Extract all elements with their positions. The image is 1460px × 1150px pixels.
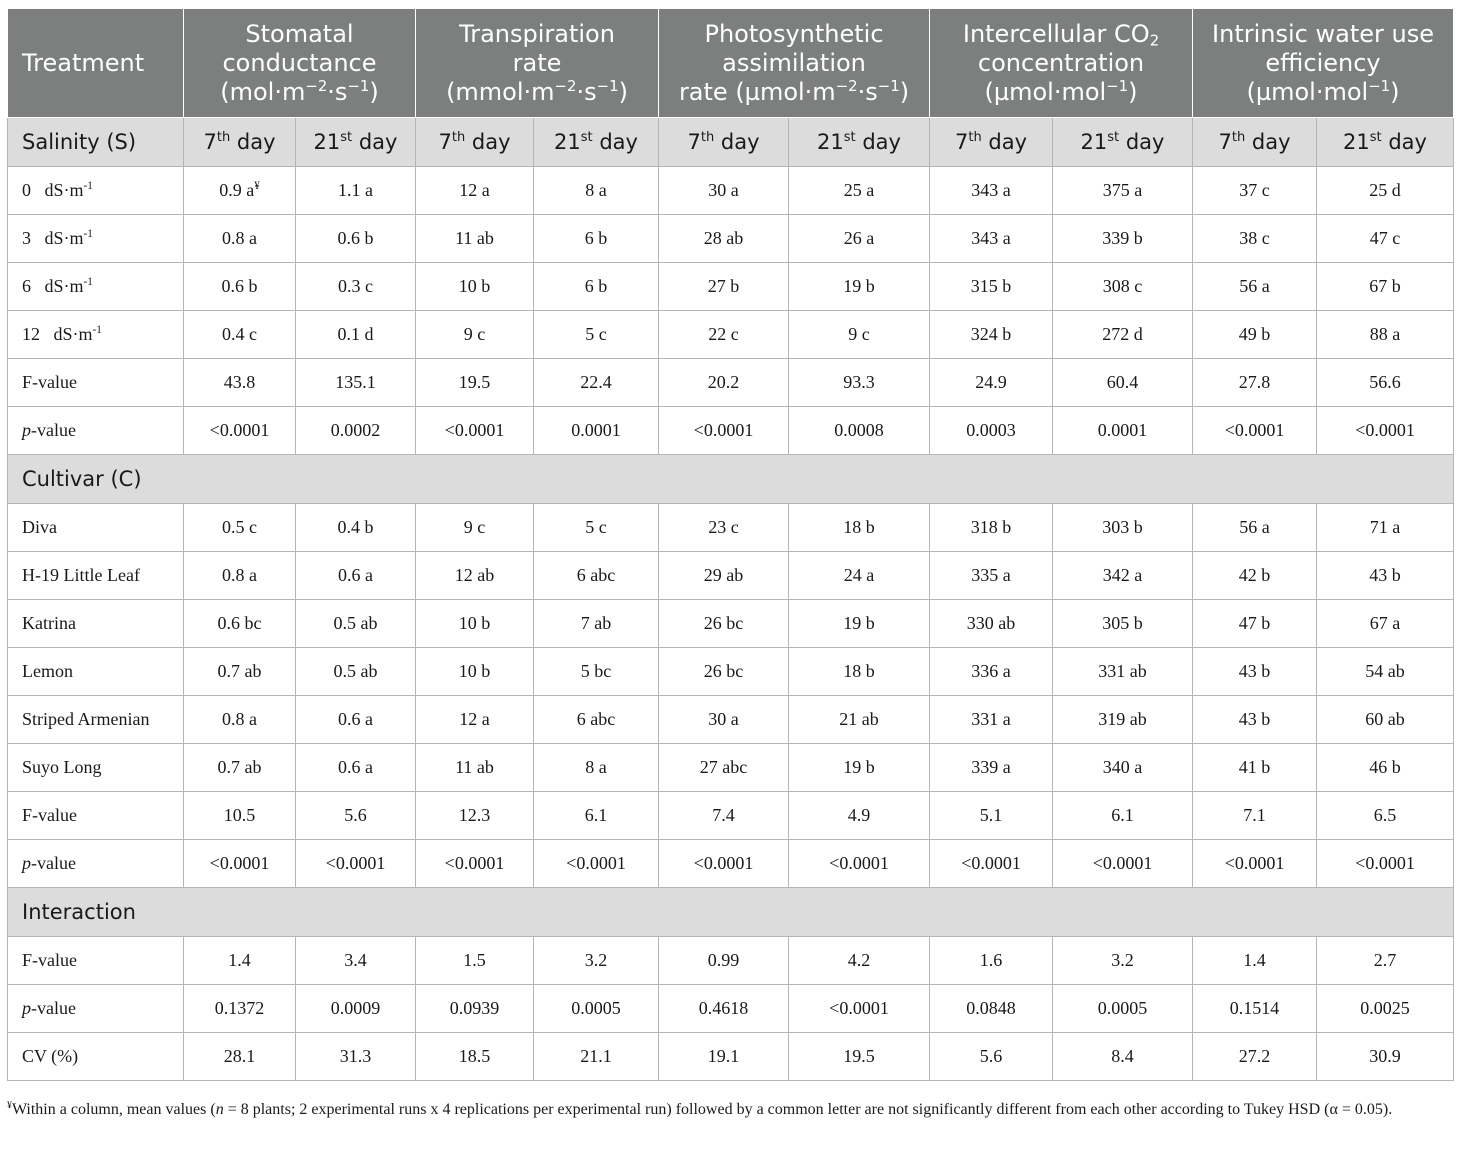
value-cell: 6 b <box>534 263 659 311</box>
value-cell: 56 a <box>1193 263 1317 311</box>
value-cell: 0.6 a <box>296 552 416 600</box>
value-cell: 31.3 <box>296 1033 416 1081</box>
value-cell: 0.7 ab <box>184 648 296 696</box>
value-cell: 8 a <box>534 744 659 792</box>
salinity-row <box>8 215 1454 263</box>
salinity-row <box>8 263 1454 311</box>
interaction-f-value-row <box>8 937 1454 985</box>
salinity-section-title: Salinity (S) <box>8 118 184 167</box>
value-cell: 43 b <box>1193 648 1317 696</box>
value-cell: 21.1 <box>534 1033 659 1081</box>
value-cell: <0.0001 <box>1193 840 1317 888</box>
value-cell: 43.8 <box>184 359 296 407</box>
cultivar-row <box>8 504 1454 552</box>
value-cell: 25 d <box>1317 167 1454 215</box>
value-cell: 0.6 b <box>296 215 416 263</box>
table-body <box>8 118 1454 1081</box>
row-label: H-19 Little Leaf <box>8 552 184 600</box>
value-cell: 8.4 <box>1053 1033 1193 1081</box>
value-cell: 0.6 b <box>184 263 296 311</box>
value-cell: 4.2 <box>789 937 930 985</box>
value-cell: 7 ab <box>534 600 659 648</box>
cultivar-section-title: Cultivar (C) <box>8 455 1454 504</box>
value-cell: 6.1 <box>534 792 659 840</box>
day-21-header: 21st day <box>789 118 930 167</box>
value-cell: <0.0001 <box>789 840 930 888</box>
value-cell: 315 b <box>930 263 1053 311</box>
value-cell: 28.1 <box>184 1033 296 1081</box>
value-cell: 335 a <box>930 552 1053 600</box>
header-stomatal-conductance <box>184 9 416 118</box>
value-cell: 0.4 b <box>296 504 416 552</box>
value-cell: 3.2 <box>534 937 659 985</box>
value-cell: 5 c <box>534 504 659 552</box>
salinity-f-value-row <box>8 359 1454 407</box>
value-cell: <0.0001 <box>416 407 534 455</box>
value-cell: 67 a <box>1317 600 1454 648</box>
interaction-section-title: Interaction <box>8 888 1454 937</box>
value-cell: 1.4 <box>184 937 296 985</box>
value-cell: 0.99 <box>659 937 789 985</box>
value-cell: 22.4 <box>534 359 659 407</box>
value-cell: 7.1 <box>1193 792 1317 840</box>
row-label: 0 $dS\cdot m^{-1}$ <box>8 167 184 215</box>
value-cell: 56 a <box>1193 504 1317 552</box>
cultivar-row <box>8 600 1454 648</box>
value-cell: <0.0001 <box>184 840 296 888</box>
value-cell: 3.4 <box>296 937 416 985</box>
value-cell: 67 b <box>1317 263 1454 311</box>
header-row <box>8 9 1454 118</box>
salinity-row <box>8 311 1454 359</box>
header-intercellular-l2: concentration <box>977 48 1145 77</box>
day-21-header: 21st day <box>534 118 659 167</box>
value-cell: 1.5 <box>416 937 534 985</box>
value-cell: 38 c <box>1193 215 1317 263</box>
header-water-use-efficiency <box>1193 9 1454 118</box>
value-cell: 30.9 <box>1317 1033 1454 1081</box>
value-cell: 10 b <box>416 648 534 696</box>
row-label: p-value <box>8 985 184 1033</box>
salinity-p-value-row <box>8 407 1454 455</box>
value-cell: 0.8 a <box>184 215 296 263</box>
header-stomatal-l2: conductance <box>222 48 377 77</box>
value-cell: 331 ab <box>1053 648 1193 696</box>
value-cell: <0.0001 <box>659 840 789 888</box>
value-cell: 47 c <box>1317 215 1454 263</box>
value-cell: 18 b <box>789 648 930 696</box>
value-cell: 0.1 d <box>296 311 416 359</box>
row-label: Striped Armenian <box>8 696 184 744</box>
value-cell: 3.2 <box>1053 937 1193 985</box>
value-cell: <0.0001 <box>416 840 534 888</box>
value-cell: 0.6 a <box>296 696 416 744</box>
cultivar-row <box>8 744 1454 792</box>
value-cell: 6 abc <box>534 696 659 744</box>
cultivar-f-value-row <box>8 792 1454 840</box>
header-intercellular-unit: (µmol·mol$^{-1}$) <box>984 76 1138 106</box>
row-label: Diva <box>8 504 184 552</box>
value-cell: 43 b <box>1317 552 1454 600</box>
salinity-header-row <box>8 118 1454 167</box>
day-21-header: 21st day <box>1053 118 1193 167</box>
value-cell: 19 b <box>789 744 930 792</box>
value-cell: 6.5 <box>1317 792 1454 840</box>
day-7-header: 7th day <box>659 118 789 167</box>
value-cell: 0.0848 <box>930 985 1053 1033</box>
value-cell: 10.5 <box>184 792 296 840</box>
value-cell: 27 abc <box>659 744 789 792</box>
value-cell: 60.4 <box>1053 359 1193 407</box>
value-cell: 0.0009 <box>296 985 416 1033</box>
value-cell: 47 b <box>1193 600 1317 648</box>
header-wue-unit: (µmol·mol$^{-1}$) <box>1246 76 1400 106</box>
value-cell: 1.4 <box>1193 937 1317 985</box>
value-cell: 19 b <box>789 263 930 311</box>
value-cell: 10 b <box>416 600 534 648</box>
row-label: 3 $dS\cdot m^{-1}$ <box>8 215 184 263</box>
row-label: Katrina <box>8 600 184 648</box>
value-cell: <0.0001 <box>789 985 930 1033</box>
value-cell: 23 c <box>659 504 789 552</box>
value-cell: 0.6 bc <box>184 600 296 648</box>
value-cell: 5.6 <box>930 1033 1053 1081</box>
interaction-section-row <box>8 888 1454 937</box>
cultivar-row <box>8 552 1454 600</box>
results-table-container <box>7 8 1453 1081</box>
value-cell: 0.7 ab <box>184 744 296 792</box>
value-cell: 0.6 a <box>296 744 416 792</box>
value-cell: 9 c <box>789 311 930 359</box>
day-7-header: 7th day <box>416 118 534 167</box>
value-cell: 0.9 a¥ <box>184 167 296 215</box>
value-cell: 0.8 a <box>184 552 296 600</box>
value-cell: 12 a <box>416 696 534 744</box>
value-cell: <0.0001 <box>1193 407 1317 455</box>
header-photosynthetic-unit: rate $(\mu mol\cdot m^{-2}\cdot s^{-1})$ <box>678 76 910 106</box>
value-cell: 0.0008 <box>789 407 930 455</box>
value-cell: 0.0005 <box>534 985 659 1033</box>
value-cell: 343 a <box>930 215 1053 263</box>
header-treatment: Treatment <box>8 9 184 118</box>
value-cell: <0.0001 <box>296 840 416 888</box>
value-cell: 0.4618 <box>659 985 789 1033</box>
cultivar-row <box>8 648 1454 696</box>
header-intercellular-l1: Intercellular $CO_2$ <box>962 19 1160 50</box>
value-cell: 0.1372 <box>184 985 296 1033</box>
value-cell: 0.0001 <box>1053 407 1193 455</box>
value-cell: 5.6 <box>296 792 416 840</box>
value-cell: 0.5 c <box>184 504 296 552</box>
value-cell: 27 b <box>659 263 789 311</box>
value-cell: <0.0001 <box>1053 840 1193 888</box>
value-cell: 336 a <box>930 648 1053 696</box>
value-cell: 0.0002 <box>296 407 416 455</box>
value-cell: 308 c <box>1053 263 1193 311</box>
header-wue-l1: Intrinsic water use <box>1212 19 1434 48</box>
value-cell: 0.5 ab <box>296 648 416 696</box>
header-transpiration-l1: Transpiration <box>459 19 615 48</box>
value-cell: 93.3 <box>789 359 930 407</box>
value-cell: 0.3 c <box>296 263 416 311</box>
header-wue-l2: efficiency <box>1265 48 1381 77</box>
header-transpiration-rate <box>416 9 659 118</box>
value-cell: 18.5 <box>416 1033 534 1081</box>
value-cell: <0.0001 <box>1317 407 1454 455</box>
value-cell: 1.1 a <box>296 167 416 215</box>
value-cell: 318 b <box>930 504 1053 552</box>
value-cell: 303 b <box>1053 504 1193 552</box>
value-cell: 5.1 <box>930 792 1053 840</box>
value-cell: 42 b <box>1193 552 1317 600</box>
value-cell: 54 ab <box>1317 648 1454 696</box>
results-table <box>7 8 1454 1081</box>
row-label: 6 $dS\cdot m^{-1}$ <box>8 263 184 311</box>
header-transpiration-unit: $(mmol\cdot m^{-2}\cdot s^{-1})$ <box>446 76 628 106</box>
value-cell: 375 a <box>1053 167 1193 215</box>
day-7-header: 7th day <box>184 118 296 167</box>
value-cell: 4.9 <box>789 792 930 840</box>
value-cell: 331 a <box>930 696 1053 744</box>
value-cell: 2.7 <box>1317 937 1454 985</box>
value-cell: 12.3 <box>416 792 534 840</box>
value-cell: 18 b <box>789 504 930 552</box>
value-cell: 19.5 <box>789 1033 930 1081</box>
row-label: p-value <box>8 407 184 455</box>
value-cell: 30 a <box>659 167 789 215</box>
value-cell: 0.0001 <box>534 407 659 455</box>
value-cell: 46 b <box>1317 744 1454 792</box>
value-cell: 60 ab <box>1317 696 1454 744</box>
value-cell: 6.1 <box>1053 792 1193 840</box>
value-cell: 9 c <box>416 311 534 359</box>
value-cell: 49 b <box>1193 311 1317 359</box>
table-footnote: ¥Within a column, mean values (n = 8 plants; 2 experimental runs x 4 replications per experimental run) followed by a common letter are not significantly different from each other according to Tukey HSD (α = 0.05). <box>7 1099 1393 1118</box>
row-label: F-value <box>8 792 184 840</box>
value-cell: 305 b <box>1053 600 1193 648</box>
value-cell: 26 bc <box>659 600 789 648</box>
value-cell: 0.0025 <box>1317 985 1454 1033</box>
interaction-p-value-row <box>8 985 1454 1033</box>
row-label: p-value <box>8 840 184 888</box>
value-cell: 0.4 c <box>184 311 296 359</box>
value-cell: 43 b <box>1193 696 1317 744</box>
row-label: 12 $dS\cdot m^{-1}$ <box>8 311 184 359</box>
value-cell: <0.0001 <box>184 407 296 455</box>
header-transpiration-l2: rate <box>512 48 562 77</box>
value-cell: 10 b <box>416 263 534 311</box>
value-cell: 12 ab <box>416 552 534 600</box>
value-cell: 8 a <box>534 167 659 215</box>
value-cell: 22 c <box>659 311 789 359</box>
value-cell: 339 a <box>930 744 1053 792</box>
cultivar-row <box>8 696 1454 744</box>
header-stomatal-unit: $(mol\cdot m^{-2}\cdot s^{-1})$ <box>220 76 379 106</box>
value-cell: 19.5 <box>416 359 534 407</box>
row-label: CV (%) <box>8 1033 184 1081</box>
value-cell: 21 ab <box>789 696 930 744</box>
cultivar-p-value-row <box>8 840 1454 888</box>
header-photosynthetic-l2: assimilation <box>722 48 866 77</box>
row-label: F-value <box>8 359 184 407</box>
value-cell: 319 ab <box>1053 696 1193 744</box>
row-label: F-value <box>8 937 184 985</box>
value-cell: 340 a <box>1053 744 1193 792</box>
value-cell: 11 ab <box>416 215 534 263</box>
day-7-header: 7th day <box>930 118 1053 167</box>
row-label: Suyo Long <box>8 744 184 792</box>
value-cell: 0.0939 <box>416 985 534 1033</box>
value-cell: 25 a <box>789 167 930 215</box>
value-cell: 27.8 <box>1193 359 1317 407</box>
value-cell: <0.0001 <box>534 840 659 888</box>
value-cell: 29 ab <box>659 552 789 600</box>
value-cell: 19 b <box>789 600 930 648</box>
value-cell: 41 b <box>1193 744 1317 792</box>
value-cell: <0.0001 <box>930 840 1053 888</box>
value-cell: 24.9 <box>930 359 1053 407</box>
header-photosynthetic-l1: Photosynthetic <box>704 19 884 48</box>
value-cell: 0.0003 <box>930 407 1053 455</box>
value-cell: 0.5 ab <box>296 600 416 648</box>
value-cell: 0.8 a <box>184 696 296 744</box>
value-cell: 272 d <box>1053 311 1193 359</box>
value-cell: 20.2 <box>659 359 789 407</box>
value-cell: 28 ab <box>659 215 789 263</box>
value-cell: 27.2 <box>1193 1033 1317 1081</box>
value-cell: 24 a <box>789 552 930 600</box>
value-cell: 71 a <box>1317 504 1454 552</box>
value-cell: 30 a <box>659 696 789 744</box>
value-cell: <0.0001 <box>1317 840 1454 888</box>
value-cell: 339 b <box>1053 215 1193 263</box>
day-21-header: 21st day <box>296 118 416 167</box>
value-cell: 343 a <box>930 167 1053 215</box>
day-7-header: 7th day <box>1193 118 1317 167</box>
value-cell: 9 c <box>416 504 534 552</box>
value-cell: 19.1 <box>659 1033 789 1081</box>
value-cell: <0.0001 <box>659 407 789 455</box>
value-cell: 7.4 <box>659 792 789 840</box>
value-cell: 1.6 <box>930 937 1053 985</box>
value-cell: 6 b <box>534 215 659 263</box>
value-cell: 0.0005 <box>1053 985 1193 1033</box>
row-label: Lemon <box>8 648 184 696</box>
value-cell: 330 ab <box>930 600 1053 648</box>
value-cell: 324 b <box>930 311 1053 359</box>
day-21-header: 21st day <box>1317 118 1454 167</box>
value-cell: 5 c <box>534 311 659 359</box>
value-cell: 26 a <box>789 215 930 263</box>
value-cell: 0.1514 <box>1193 985 1317 1033</box>
value-cell: 6 abc <box>534 552 659 600</box>
value-cell: 56.6 <box>1317 359 1454 407</box>
header-photosynthetic-rate <box>659 9 930 118</box>
cultivar-section-row <box>8 455 1454 504</box>
header-stomatal-l1: Stomatal <box>245 19 354 48</box>
value-cell: 11 ab <box>416 744 534 792</box>
value-cell: 12 a <box>416 167 534 215</box>
salinity-row <box>8 167 1454 215</box>
value-cell: 37 c <box>1193 167 1317 215</box>
value-cell: 26 bc <box>659 648 789 696</box>
value-cell: 88 a <box>1317 311 1454 359</box>
value-cell: 342 a <box>1053 552 1193 600</box>
value-cell: 5 bc <box>534 648 659 696</box>
header-intercellular-co2 <box>930 9 1193 118</box>
value-cell: 135.1 <box>296 359 416 407</box>
interaction-cv-row <box>8 1033 1454 1081</box>
